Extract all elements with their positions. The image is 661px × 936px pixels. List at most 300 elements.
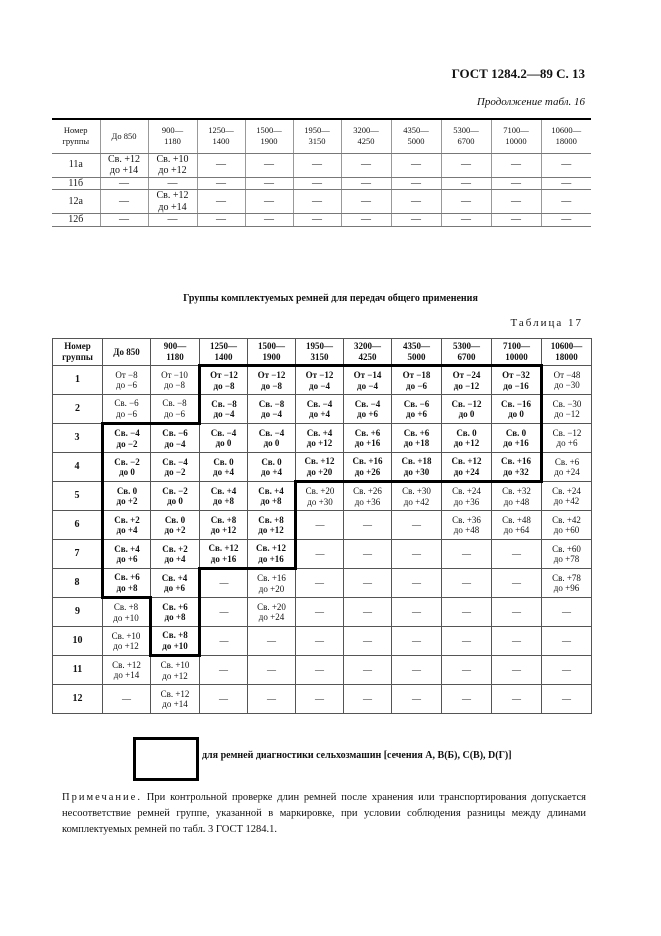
cell-line: 7100—	[503, 340, 530, 351]
cell-line: до −12	[453, 380, 480, 391]
range-cell	[148, 153, 197, 177]
range-cell: —	[245, 214, 293, 227]
cell-line: От −48	[553, 369, 581, 380]
range-cell	[492, 395, 542, 424]
cell-line: до −6	[116, 408, 137, 419]
cell-line: 18000	[555, 136, 577, 147]
range-cell	[200, 482, 248, 511]
cell-line: Св. +12	[160, 688, 190, 699]
cell-line: 1250—	[208, 124, 234, 135]
cell-line: до +6	[164, 583, 185, 593]
table-16-continuation	[52, 118, 591, 227]
range-cell	[103, 569, 151, 598]
cell-line: Номер	[64, 341, 91, 352]
range-cell: —	[491, 153, 541, 177]
table-row	[52, 190, 591, 214]
header-length-range	[151, 339, 200, 366]
range-cell: —	[491, 190, 541, 214]
cell-line: Св. +30	[402, 486, 431, 497]
cell-line: Св. +12	[156, 190, 189, 201]
range-cell	[296, 482, 344, 511]
range-cell	[103, 656, 151, 685]
cell-line: 1900	[262, 351, 281, 362]
cell-line: до +42	[403, 496, 430, 507]
table-row	[53, 482, 592, 511]
range-cell: —	[293, 214, 341, 227]
cell-line: Св. +6	[162, 601, 188, 612]
cell-line: до −4	[213, 409, 235, 419]
continuation-label: Продолжение табл. 16	[476, 96, 585, 108]
cell-line: 3200—	[353, 124, 379, 135]
table-row	[53, 569, 592, 598]
range-cell	[248, 395, 296, 424]
group-number-cell: 8	[53, 569, 103, 598]
cell-line: Св. −6	[114, 398, 139, 409]
cell-line: до +12	[113, 641, 139, 651]
range-cell: —	[344, 540, 392, 569]
cell-line: От −14	[353, 370, 382, 381]
cell-line: Св. +4	[258, 485, 284, 496]
range-cell: —	[491, 177, 541, 190]
cell-line: до −2	[164, 467, 186, 477]
cell-line: 5300—	[453, 340, 480, 351]
cell-line: до +48	[453, 525, 480, 535]
header-length-range	[442, 339, 492, 366]
table-row	[53, 395, 592, 424]
range-cell	[200, 395, 248, 424]
page-header: ГОСТ 1284.2—89 С. 13	[451, 66, 585, 81]
table-row	[52, 177, 591, 190]
range-cell: —	[344, 598, 392, 627]
range-cell	[248, 511, 296, 540]
range-cell: —	[197, 177, 245, 190]
range-cell	[151, 656, 200, 685]
cell-line: 1250—	[210, 340, 237, 351]
range-cell	[542, 540, 592, 569]
range-cell	[542, 482, 592, 511]
range-cell: —	[442, 656, 492, 685]
cell-line: до +30	[307, 496, 333, 507]
range-cell: —	[541, 214, 591, 227]
range-cell	[103, 598, 151, 627]
cell-line: до +6	[406, 409, 427, 419]
cell-line: Св. +20	[257, 601, 286, 612]
cell-line: Св. +10	[156, 153, 189, 165]
cell-line: до 0	[167, 496, 183, 506]
cell-line: до +48	[503, 496, 530, 507]
cell-line: до +64	[503, 525, 530, 535]
range-cell	[151, 569, 200, 598]
cell-line: Св. +20	[305, 486, 335, 497]
cell-line: до +12	[258, 525, 284, 535]
cell-line: От −32	[502, 370, 530, 381]
cell-line: Номер	[63, 124, 88, 135]
range-cell: —	[542, 656, 592, 685]
cell-line: Св. +18	[401, 456, 432, 467]
cell-line: 1180	[164, 136, 181, 147]
range-cell: —	[491, 214, 541, 227]
header-length-range	[197, 119, 245, 153]
group-number-cell: 12	[53, 685, 103, 714]
cell-line: От −12	[257, 370, 286, 381]
range-cell: —	[492, 540, 542, 569]
cell-line: Св. −12	[451, 398, 482, 409]
header-length-range	[392, 339, 442, 366]
cell-line: Св. −8	[258, 398, 285, 409]
cell-line: до +36	[453, 496, 480, 507]
range-cell	[492, 366, 542, 395]
range-cell	[392, 395, 442, 424]
cell-line: до +20	[258, 583, 285, 594]
header-length-range	[492, 339, 542, 366]
range-cell	[200, 453, 248, 482]
range-cell	[492, 482, 542, 511]
cell-line: Св. −4	[258, 427, 285, 438]
header-length-range	[491, 119, 541, 153]
cell-line: до +8	[164, 612, 186, 622]
cell-line: до −4	[261, 409, 282, 419]
cell-line: Св. +2	[114, 514, 140, 525]
range-cell	[296, 453, 344, 482]
cell-line: От −18	[402, 370, 431, 381]
cell-line: до +10	[113, 612, 139, 623]
range-cell: —	[100, 190, 148, 214]
cell-line: 5300—	[453, 124, 479, 135]
range-cell	[100, 153, 148, 177]
group-number-cell: 1	[53, 366, 103, 395]
cell-line: Св. +12	[451, 456, 482, 467]
cell-line: до +16	[354, 438, 381, 448]
cell-line: От −12	[210, 370, 238, 381]
header-length-range	[245, 119, 293, 153]
cell-line: до +6	[116, 554, 138, 564]
cell-line: Св. −4	[306, 398, 333, 409]
range-cell	[542, 511, 592, 540]
cell-line: 900—	[163, 341, 187, 352]
cell-line: до +32	[503, 466, 529, 477]
range-cell	[442, 366, 492, 395]
range-cell	[103, 511, 151, 540]
range-cell: —	[103, 685, 151, 714]
cell-line: до +96	[553, 583, 580, 593]
table-17-title: Группы комплектуемых ремней для передач общего применения	[183, 293, 478, 304]
cell-line: до +24	[453, 466, 480, 477]
cell-line: Св. 0	[505, 427, 527, 438]
cell-line: Св. +24	[552, 485, 581, 496]
cell-line: до −8	[261, 380, 282, 391]
cell-line: Св. +10	[160, 660, 190, 671]
range-cell	[392, 453, 442, 482]
range-cell	[151, 627, 200, 656]
cell-line: Св. +8	[210, 514, 237, 525]
range-cell: —	[200, 656, 248, 685]
cell-line: 1500—	[258, 340, 285, 351]
range-cell	[344, 482, 392, 511]
range-cell: —	[248, 656, 296, 685]
cell-line: Св. −4	[210, 427, 237, 438]
range-cell	[103, 482, 151, 511]
cell-line: 3150	[310, 351, 329, 362]
cell-line: Св. −16	[501, 398, 531, 409]
cell-line: 3200—	[354, 340, 381, 351]
range-cell: —	[296, 569, 344, 598]
cell-line: до −6	[164, 408, 185, 419]
range-cell	[151, 482, 200, 511]
cell-line: Св. +42	[552, 514, 581, 525]
cell-line: Св. −8	[211, 398, 237, 409]
cell-line: до 0	[263, 438, 280, 448]
cell-line: группы	[62, 136, 90, 147]
cell-line: до +4	[309, 409, 330, 419]
table-row	[53, 598, 592, 627]
cell-line: до +24	[258, 612, 285, 622]
cell-line: Св. +12	[112, 659, 141, 670]
range-cell	[103, 540, 151, 569]
table-header-row	[52, 119, 591, 153]
range-cell: —	[344, 511, 392, 540]
range-cell	[542, 395, 592, 424]
cell-line: Св. +4	[210, 485, 237, 496]
range-cell	[542, 366, 592, 395]
range-cell	[296, 424, 344, 453]
range-cell: —	[542, 627, 592, 656]
cell-line: Св. +78	[552, 572, 581, 583]
range-cell	[248, 569, 296, 598]
cell-line: до +14	[109, 165, 139, 176]
cell-line: до +6	[556, 438, 578, 448]
range-cell	[151, 366, 200, 395]
cell-line: Св. +10	[111, 630, 141, 641]
cell-line: до +16	[210, 553, 237, 564]
legend-text: для ремней диагностики сельхозмашин [сечения А, В(Б), С(В), D(Г)]	[202, 750, 512, 761]
header-length-range: До 850	[103, 339, 151, 366]
range-cell: —	[293, 153, 341, 177]
range-cell: —	[293, 177, 341, 190]
cell-line: 1950—	[304, 124, 330, 135]
cell-line: до +2	[164, 525, 186, 535]
range-cell: —	[200, 569, 248, 598]
range-cell: —	[200, 627, 248, 656]
header-length-range	[541, 119, 591, 153]
cell-line: до −12	[554, 409, 580, 419]
cell-line: 1180	[166, 352, 184, 362]
table-row	[53, 627, 592, 656]
cell-line: 18000	[555, 352, 578, 362]
cell-line: Св. −4	[354, 398, 381, 409]
cell-line: Св. +16	[501, 456, 531, 467]
cell-line: до −6	[116, 380, 137, 390]
cell-line: Св. +6	[403, 427, 430, 438]
cell-line: Св. −4	[114, 428, 140, 439]
cell-line: до +30	[403, 466, 430, 477]
table-row	[53, 424, 592, 453]
range-cell	[151, 598, 200, 627]
header-length-range	[441, 119, 491, 153]
header-length-range	[293, 119, 341, 153]
header-length-range	[148, 119, 197, 153]
range-cell: —	[341, 214, 391, 227]
range-cell: —	[392, 656, 442, 685]
cell-line: Св. +60	[552, 543, 581, 554]
header-length-range: До 850	[100, 119, 148, 153]
range-cell	[148, 190, 197, 214]
cell-line: 4250	[358, 351, 377, 362]
range-cell: —	[148, 177, 197, 190]
cell-line: 900—	[161, 124, 184, 135]
cell-line: Св. +4	[114, 543, 140, 554]
table-row	[53, 685, 592, 714]
range-cell: —	[441, 214, 491, 227]
range-cell	[103, 366, 151, 395]
range-cell: —	[341, 190, 391, 214]
cell-line: до +4	[116, 525, 138, 535]
cell-line: до +4	[164, 554, 186, 564]
range-cell: —	[296, 656, 344, 685]
range-cell: —	[344, 569, 392, 598]
range-cell	[492, 453, 542, 482]
range-cell: —	[293, 190, 341, 214]
cell-line: до +12	[453, 438, 480, 448]
range-cell: —	[245, 190, 293, 214]
cell-line: до +2	[116, 496, 138, 506]
cell-line: Св. +16	[352, 456, 383, 467]
range-cell: —	[492, 569, 542, 598]
table-row	[53, 656, 592, 685]
range-cell	[151, 395, 200, 424]
cell-line: 1900	[260, 136, 278, 147]
header-group-number	[53, 339, 103, 366]
cell-line: до −4	[164, 438, 186, 449]
range-cell: —	[200, 598, 248, 627]
range-cell: —	[392, 627, 442, 656]
cell-line: до −4	[309, 380, 330, 391]
cell-line: до −2	[116, 438, 138, 449]
cell-line: группы	[62, 352, 93, 362]
range-cell: —	[197, 153, 245, 177]
cell-line: Св. +48	[502, 514, 531, 525]
cell-line: до +8	[213, 496, 234, 506]
cell-line: Св. 0	[213, 456, 234, 467]
range-cell: —	[542, 685, 592, 714]
cell-line: Св. 0	[116, 485, 138, 496]
cell-line: Св. −30	[552, 398, 582, 409]
header-length-range	[296, 339, 344, 366]
cell-line: до −6	[406, 380, 427, 391]
header-length-range	[200, 339, 248, 366]
cell-line: 6700	[457, 136, 475, 147]
group-number-cell: 5	[53, 482, 103, 511]
cell-line: Св. +12	[107, 153, 141, 165]
header-length-range	[542, 339, 592, 366]
cell-line: до +8	[116, 582, 138, 593]
range-cell	[248, 598, 296, 627]
cell-line: Св. +2	[162, 543, 188, 554]
group-number-cell: 10	[53, 627, 103, 656]
range-cell: —	[442, 540, 492, 569]
cell-line: Св. −8	[162, 398, 187, 409]
group-number-cell: 2	[53, 395, 103, 424]
range-cell	[200, 511, 248, 540]
group-number-cell: 11	[53, 656, 103, 685]
group-number-cell: 3	[53, 424, 103, 453]
range-cell	[103, 424, 151, 453]
header-length-range	[248, 339, 296, 366]
cell-line: до +18	[403, 438, 430, 448]
cell-line: до +16	[503, 438, 529, 448]
range-cell: —	[492, 598, 542, 627]
cell-line: 10000	[505, 351, 528, 362]
range-cell: —	[391, 214, 441, 227]
cell-line: до +4	[213, 467, 234, 477]
range-cell: —	[392, 511, 442, 540]
range-cell: —	[492, 627, 542, 656]
note-text: При контрольной проверке длин ремней после хранения или транспортирования допускается несоответствие ремней группе, указанной в маркировке, при условии соблюдения разницы между длинами комплектуемых ремней по табл. 3 ГОСТ 1284.1.	[62, 792, 586, 835]
group-number-cell: 7	[53, 540, 103, 569]
cell-line: Св. −6	[403, 398, 430, 409]
range-cell	[248, 453, 296, 482]
cell-line: до 0	[458, 409, 475, 419]
range-cell	[542, 569, 592, 598]
range-cell	[344, 424, 392, 453]
range-cell	[492, 511, 542, 540]
cell-line: до +14	[113, 670, 140, 680]
range-cell	[344, 395, 392, 424]
cell-line: Св. +32	[502, 486, 531, 497]
cell-line: 1500—	[256, 124, 282, 135]
cell-line: до +26	[354, 466, 381, 477]
group-number-cell: 11б	[52, 177, 100, 190]
range-cell: —	[442, 598, 492, 627]
range-cell	[492, 424, 542, 453]
range-cell	[200, 540, 248, 569]
legend-bold-box	[133, 737, 199, 781]
cell-line: Св. +8	[113, 602, 139, 613]
cell-line: 10600—	[550, 341, 583, 352]
range-cell: —	[391, 190, 441, 214]
range-cell: —	[392, 685, 442, 714]
group-number-cell: 9	[53, 598, 103, 627]
range-cell	[344, 366, 392, 395]
range-cell	[151, 453, 200, 482]
header-group-number	[52, 119, 100, 153]
range-cell: —	[391, 177, 441, 190]
range-cell: —	[245, 153, 293, 177]
cell-line: От −24	[452, 370, 481, 381]
header-length-range	[344, 339, 392, 366]
range-cell	[151, 685, 200, 714]
group-number-cell: 6	[53, 511, 103, 540]
range-cell	[296, 366, 344, 395]
cell-line: 5000	[407, 136, 425, 147]
note-lead: Примечание.	[62, 792, 142, 803]
range-cell: —	[441, 190, 491, 214]
range-cell	[248, 482, 296, 511]
cell-line: Св. +36	[452, 514, 481, 525]
range-cell	[200, 366, 248, 395]
range-cell: —	[248, 627, 296, 656]
group-number-cell: 11а	[52, 153, 100, 177]
range-cell	[248, 424, 296, 453]
range-cell	[344, 453, 392, 482]
table-row	[53, 366, 592, 395]
range-cell: —	[392, 598, 442, 627]
range-cell: —	[441, 153, 491, 177]
range-cell	[442, 511, 492, 540]
table-row	[53, 540, 592, 569]
range-cell	[248, 366, 296, 395]
cell-line: 6700	[457, 351, 476, 362]
range-cell	[542, 453, 592, 482]
